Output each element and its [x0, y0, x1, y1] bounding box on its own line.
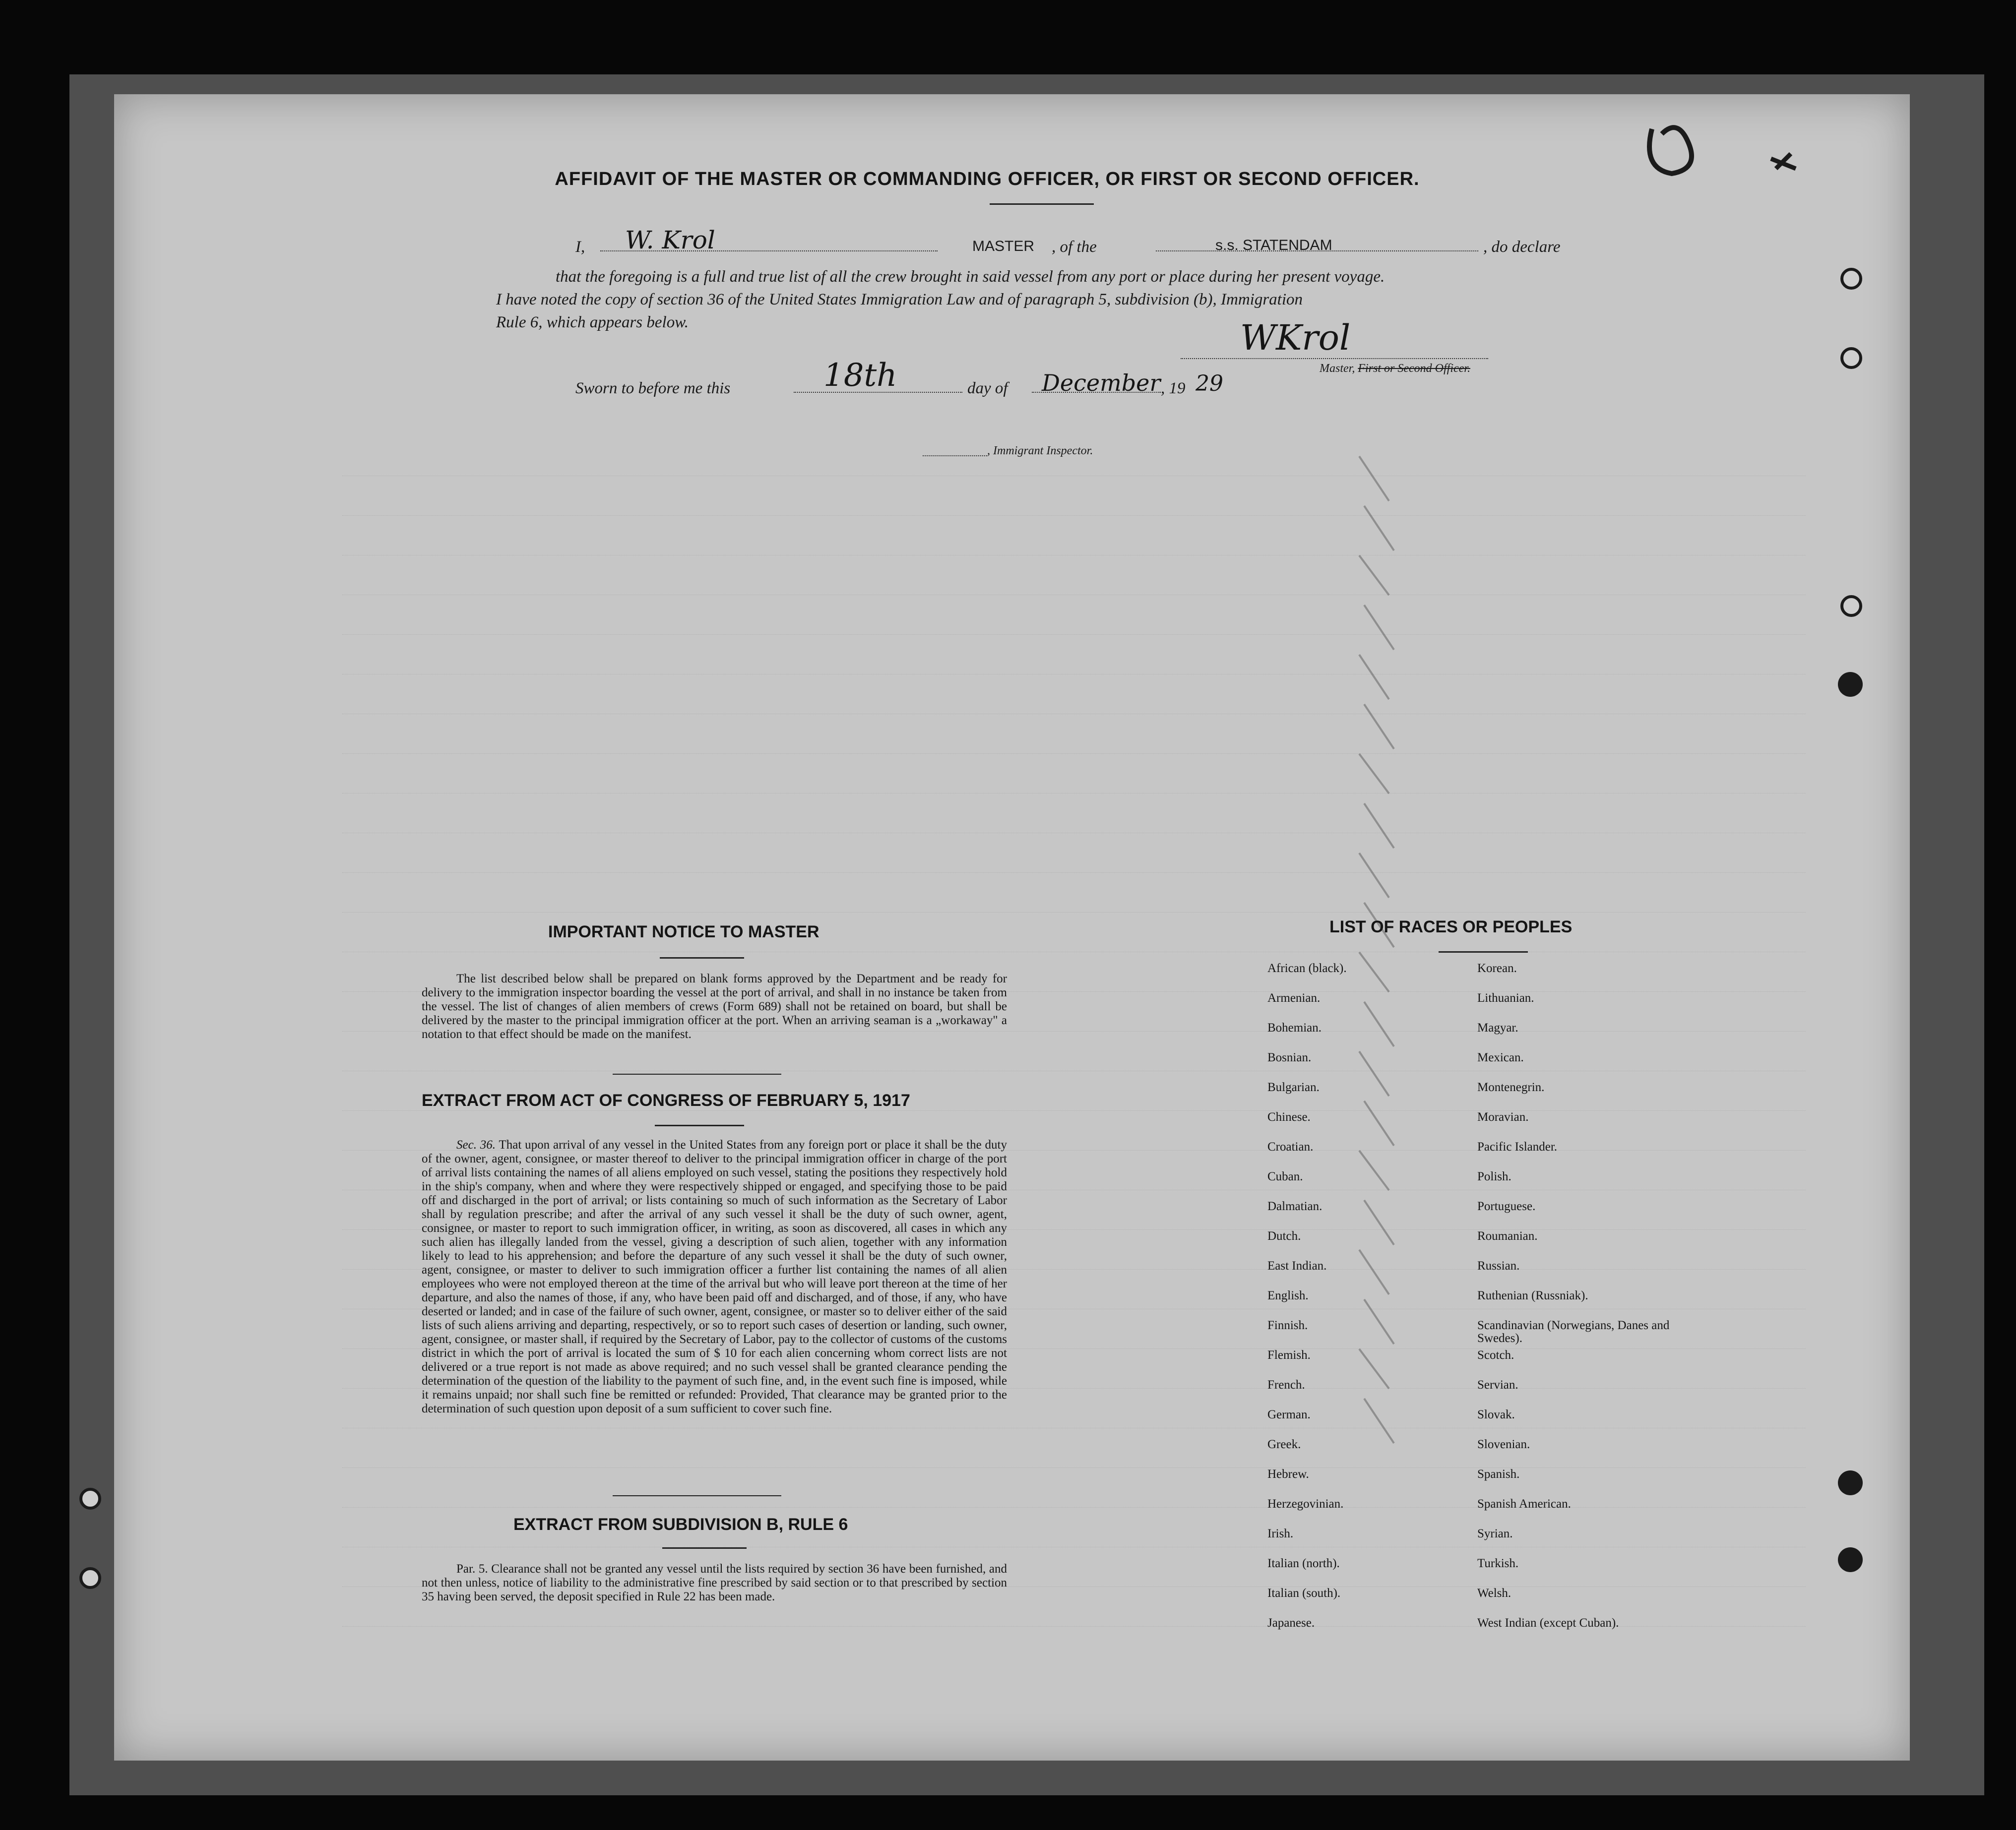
race-item: Chinese.	[1267, 1110, 1311, 1124]
race-item: Scandinavian (Norwegians, Danes and Swedes).	[1477, 1319, 1670, 1345]
title-underline	[990, 203, 1094, 205]
race-item: Syrian.	[1477, 1527, 1513, 1540]
race-item: East Indian.	[1267, 1259, 1327, 1273]
race-item: West Indian (except Cuban).	[1477, 1616, 1619, 1630]
race-item: Slovak.	[1477, 1408, 1515, 1421]
year-prefix: , 19	[1161, 379, 1186, 397]
race-item: Mexican.	[1477, 1051, 1524, 1064]
sworn-text: Sworn to before me this	[575, 379, 731, 397]
affidavit-line-4: Rule 6, which appears below.	[496, 313, 689, 331]
race-item: English.	[1267, 1289, 1309, 1302]
race-item: Japanese.	[1267, 1616, 1315, 1630]
bleed-through-row	[342, 476, 1806, 516]
signature-line	[1181, 358, 1488, 359]
binding-hole	[79, 1488, 101, 1510]
bleed-through-row	[342, 714, 1806, 754]
race-item: Turkish.	[1477, 1557, 1519, 1570]
notice-body: The list described below shall be prepared on blank forms approved by the Department and be ready for delivery to the immigration inspector boarding the vessel at the port of arrival, and shall in no instance be taken from the vessel. The list of changes of alien members of crews (Form 689) shall not be retained on board, but shall be delivered by the master to the principal immigration officer at the port. When an arriving seaman is a „workaway" a notation to that effect should be made on the manifest.	[422, 972, 1007, 1041]
sworn-year-handwritten: 29	[1196, 371, 1223, 396]
race-item: Flemish.	[1267, 1348, 1311, 1362]
notice-heading: IMPORTANT NOTICE TO MASTER	[548, 922, 819, 941]
race-item: Roumanian.	[1477, 1229, 1538, 1243]
inspector-line	[923, 455, 987, 456]
corner-mark	[1766, 149, 1806, 179]
race-item: Russian.	[1477, 1259, 1520, 1273]
of-the-label: , of the	[1052, 238, 1097, 256]
punch-hole	[1838, 1470, 1863, 1495]
race-item: Ruthenian (Russniak).	[1477, 1289, 1588, 1302]
master-signature: WKrol	[1240, 317, 1351, 358]
race-item: African (black).	[1267, 962, 1347, 975]
race-item: Irish.	[1267, 1527, 1294, 1540]
race-item: Bulgarian.	[1267, 1081, 1320, 1094]
race-item: Spanish American.	[1477, 1497, 1571, 1511]
act-divider	[613, 1495, 781, 1496]
race-item: Hebrew.	[1267, 1467, 1309, 1481]
race-item: Italian (south).	[1267, 1586, 1341, 1600]
race-item: Slovenian.	[1477, 1438, 1530, 1451]
binding-hole	[1840, 347, 1862, 369]
race-item: Spanish.	[1477, 1467, 1520, 1481]
rule-text	[422, 1562, 1007, 1604]
race-item: French.	[1267, 1378, 1305, 1392]
sworn-day-handwritten: 18th	[823, 357, 897, 394]
bleed-through-row	[342, 555, 1806, 595]
race-item: Servian.	[1477, 1378, 1518, 1392]
act-body: That upon arrival of any vessel in the United States from any foreign port or place it shall be the duty of the owner, agent, consignee, or master thereof to deliver to the principal immigration officer in charge of the port of arrival lists containing the names of all aliens employed on such vessel, stating the positions they respectively hold in the ship's company, when and where they were respectively shipped or engaged, and specifying those to be paid off and discharged in the port of arrival; or lists containing so much of such information as the Secretary of Labor shall by regulation prescribe; and after the arrival of any such vessel it shall be the duty of such owner, agent, consignee, or master to report to such immigration officer, in writing, as soon as discovered, all cases in which any such alien has illegally landed from the vessel, giving a description of such alien, together with any information likely to lead to his apprehension; and before the departure of any such vessel it shall be the duty of such owner, agent, consignee, or master to deliver to such immigration officer a further list containing the names of all alien employees who were not employed thereon at the time of the arrival but who will leave port thereon at the time of her departure, and also the names of those, if any, who have been paid off and discharged, and of those, if any, who have deserted or landed; and in case of the failure of such owner, agent, consignee, or master so to deliver either of the said lists of such aliens arriving and departing, respectively, or so to report such cases of desertion or landing, such owner, agent, consignee, or master shall, if required by the Secretary of Labor, pay to the collector of customs of the customs district in which the port of arrival is located the sum of $ 10 for each alien concerning whom correct lists are not delivered or a true report is not made as above required; and no such vessel shall be granted clearance pending the determination of the question of the liability to the payment of such fine, and, in the event such fine is imposed, while it remains unpaid; nor shall such fine be remitted or refunded: Provided, That clearance may be granted prior to the determination of such question upon deposit of a sum sufficient to cover such fine.	[422, 1138, 1007, 1415]
races-right-column	[1477, 962, 1676, 1647]
act-section-label: Sec. 36.	[456, 1138, 496, 1152]
act-underline	[655, 1125, 744, 1126]
bleed-through-row	[342, 674, 1806, 714]
affidavit-intro: I,	[575, 238, 585, 256]
race-item: Pacific Islander.	[1477, 1140, 1558, 1154]
bleed-through-row	[342, 873, 1806, 913]
rule-body: Par. 5. Clearance shall not be granted any vessel until the lists required by section 36 have been furnished, and not then unless, notice of liability to the administrative fine prescribed by said section or to that prescribed by section 35 having been served, the deposit specified in Rule 22 has been made.	[422, 1562, 1007, 1603]
officer-name-handwritten: W. Krol	[625, 226, 715, 254]
signature-label-master: Master,	[1320, 362, 1358, 375]
rule-heading: EXTRACT FROM SUBDIVISION B, RULE 6	[513, 1515, 848, 1534]
affidavit-line-3: I have noted the copy of section 36 of the United States Immigration Law and of paragraph 5, subdivision (b), Immigration	[496, 291, 1303, 308]
sworn-month-handwritten: December	[1042, 369, 1161, 396]
notice-underline	[660, 957, 744, 959]
race-item: Welsh.	[1477, 1586, 1512, 1600]
rule-underline	[662, 1547, 747, 1549]
race-item: German.	[1267, 1408, 1311, 1421]
races-heading: LIST OF RACES OR PEOPLES	[1329, 917, 1573, 936]
bleed-through-row	[342, 635, 1806, 674]
bleed-through-row	[342, 793, 1806, 833]
race-item: Montenegrin.	[1477, 1081, 1545, 1094]
race-item: Lithuanian.	[1477, 991, 1534, 1005]
race-item: Herzegovinian.	[1267, 1497, 1344, 1511]
punch-hole	[1838, 672, 1863, 697]
bleed-through-row	[342, 833, 1806, 873]
paper-clip-mark	[1632, 109, 1731, 188]
punch-hole	[1838, 1547, 1863, 1572]
race-item: Bosnian.	[1267, 1051, 1312, 1064]
race-item: Armenian.	[1267, 991, 1321, 1005]
race-item: Croatian.	[1267, 1140, 1314, 1154]
signature-label	[1320, 362, 1470, 375]
binding-hole	[79, 1567, 101, 1589]
rank-label: MASTER	[972, 238, 1035, 254]
inspector-label: , Immigrant Inspector.	[987, 444, 1093, 457]
race-item: Scotch.	[1477, 1348, 1514, 1362]
bleed-through-row	[342, 595, 1806, 635]
act-text	[422, 1138, 1007, 1416]
race-item: Korean.	[1477, 962, 1517, 975]
races-left-column	[1267, 962, 1347, 1647]
tick-marks-decoration	[1349, 446, 1458, 1587]
bleed-through-row	[342, 754, 1806, 793]
act-heading: EXTRACT FROM ACT OF CONGRESS OF FEBRUARY 5, 1917	[422, 1091, 910, 1110]
race-item: Greek.	[1267, 1438, 1301, 1451]
notice-text	[422, 972, 1007, 1041]
races-underline	[1439, 951, 1528, 953]
affidavit-title: AFFIDAVIT OF THE MASTER OR COMMANDING OFFICER, OR FIRST OR SECOND OFFICER.	[555, 169, 1420, 189]
race-item: Magyar.	[1477, 1021, 1518, 1035]
race-item: Polish.	[1477, 1170, 1512, 1183]
vessel-name: s.s. STATENDAM	[1215, 237, 1332, 253]
binding-hole	[1840, 268, 1862, 290]
race-item: Finnish.	[1267, 1319, 1308, 1332]
race-item: Portuguese.	[1477, 1200, 1536, 1213]
race-item: Bohemian.	[1267, 1021, 1322, 1035]
declare-label: , do declare	[1483, 238, 1561, 256]
bleed-through-row	[342, 516, 1806, 555]
race-item: Moravian.	[1477, 1110, 1529, 1124]
race-item: Dalmatian.	[1267, 1200, 1323, 1213]
race-item: Cuban.	[1267, 1170, 1303, 1183]
signature-label-struck: First or Second Officer.	[1358, 362, 1470, 375]
day-of-label: day of	[967, 379, 1008, 397]
binding-hole	[1840, 595, 1862, 617]
notice-divider	[613, 1074, 781, 1075]
affidavit-line-2: that the foregoing is a full and true list of all the crew brought in said vessel from any port or place during her present voyage.	[556, 268, 1385, 286]
race-item: Italian (north).	[1267, 1557, 1340, 1570]
race-item: Dutch.	[1267, 1229, 1301, 1243]
